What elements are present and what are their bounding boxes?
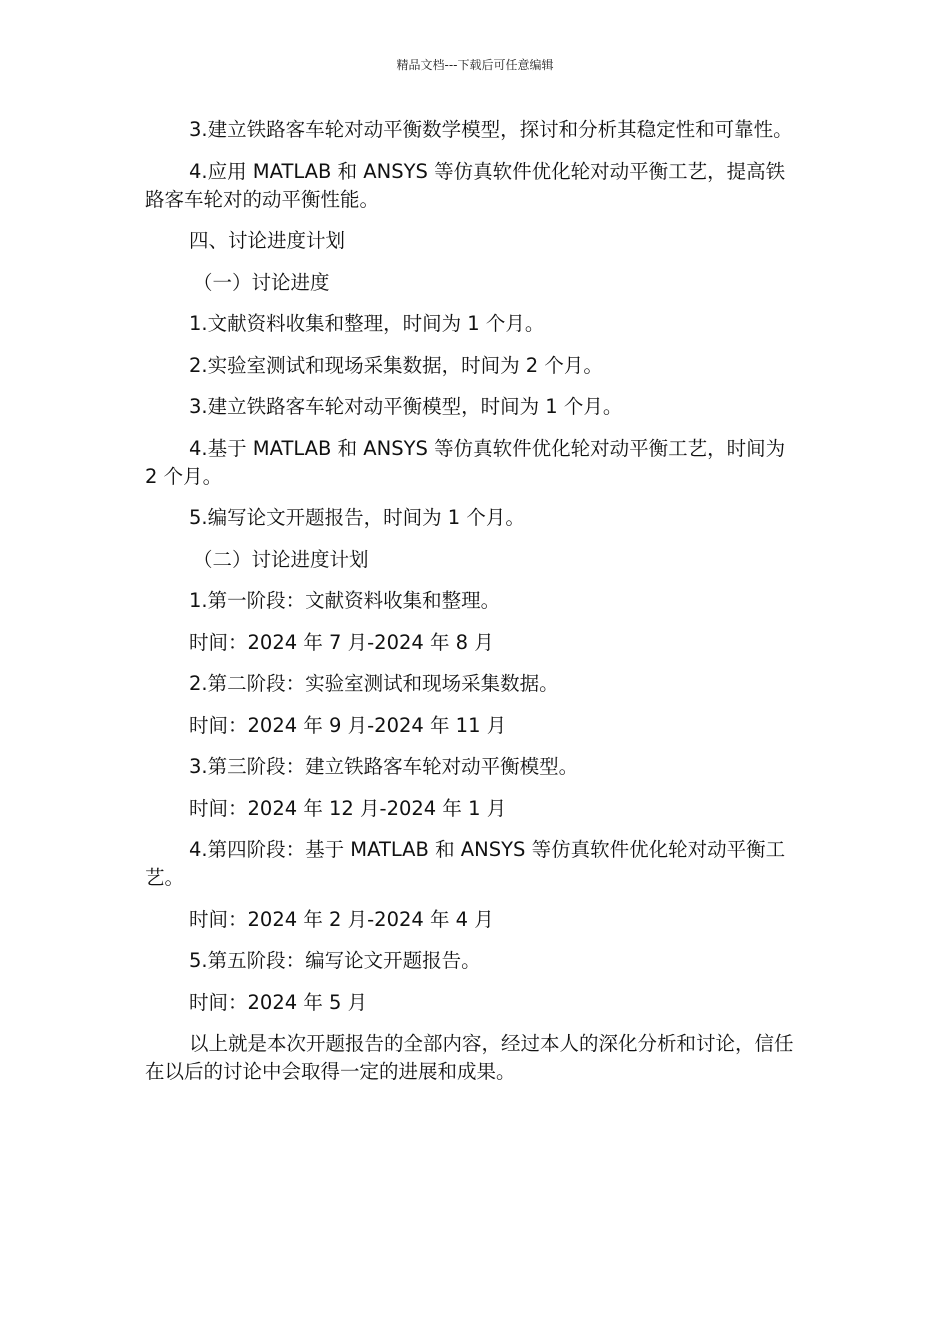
plan-stage-4-time: 时间：2024 年 2 月-2024 年 4 月 [189,907,494,931]
progress-item-2: 2.实验室测试和现场采集数据，时间为 2 个月。 [189,353,603,377]
paragraph-objective-4: 4.应用 MATLAB 和 ANSYS 等仿真软件优化轮对动平衡工艺，提高铁路客车轮对的动平衡性能。 [145,159,786,211]
document-body [145,116,795,1100]
plan-stage-2-time: 时间：2024 年 9 月-2024 年 11 月 [189,713,507,737]
progress-item-1: 1.文献资料收集和整理，时间为 1 个月。 [189,312,545,335]
progress-item-5: 5.编写论文开题报告，时间为 1 个月。 [189,506,525,529]
closing-paragraph: 以上就是本次开题报告的全部内容，经过本人的深化分析和讨论，信任在以后的讨论中会取得一定的进展和成果。 [145,1032,794,1083]
plan-stage-1-time: 时间：2024 年 7 月-2024 年 8 月 [189,630,494,654]
plan-stage-4: 4.第四阶段：基于 MATLAB 和 ANSYS 等仿真软件优化轮对动平衡工艺。 [145,838,786,889]
subsection-heading-plan: （二）讨论进度计划 [193,547,369,571]
subsection-heading-progress: （一）讨论进度 [193,270,330,294]
page-header: 精品文档---下载后可任意编辑 [396,58,554,72]
plan-stage-5: 5.第五阶段：编写论文开题报告。 [189,949,481,972]
section-heading-schedule: 四、讨论进度计划 [189,229,346,252]
plan-stage-1: 1.第一阶段：文献资料收集和整理。 [189,589,501,612]
progress-item-3: 3.建立铁路客车轮对动平衡模型，时间为 1 个月。 [189,395,623,418]
progress-item-4: 4.基于 MATLAB 和 ANSYS 等仿真软件优化轮对动平衡工艺，时间为 2 个月。 [145,436,786,488]
plan-stage-5-time: 时间：2024 年 5 月 [189,990,368,1014]
plan-stage-3: 3.第三阶段：建立铁路客车轮对动平衡模型。 [189,755,579,778]
paragraph-objective-3: 3.建立铁路客车轮对动平衡数学模型，探讨和分析其稳定性和可靠性。 [189,118,793,141]
plan-stage-3-time: 时间：2024 年 12 月-2024 年 1 月 [189,796,507,820]
plan-stage-2: 2.第二阶段：实验室测试和现场采集数据。 [189,672,559,695]
